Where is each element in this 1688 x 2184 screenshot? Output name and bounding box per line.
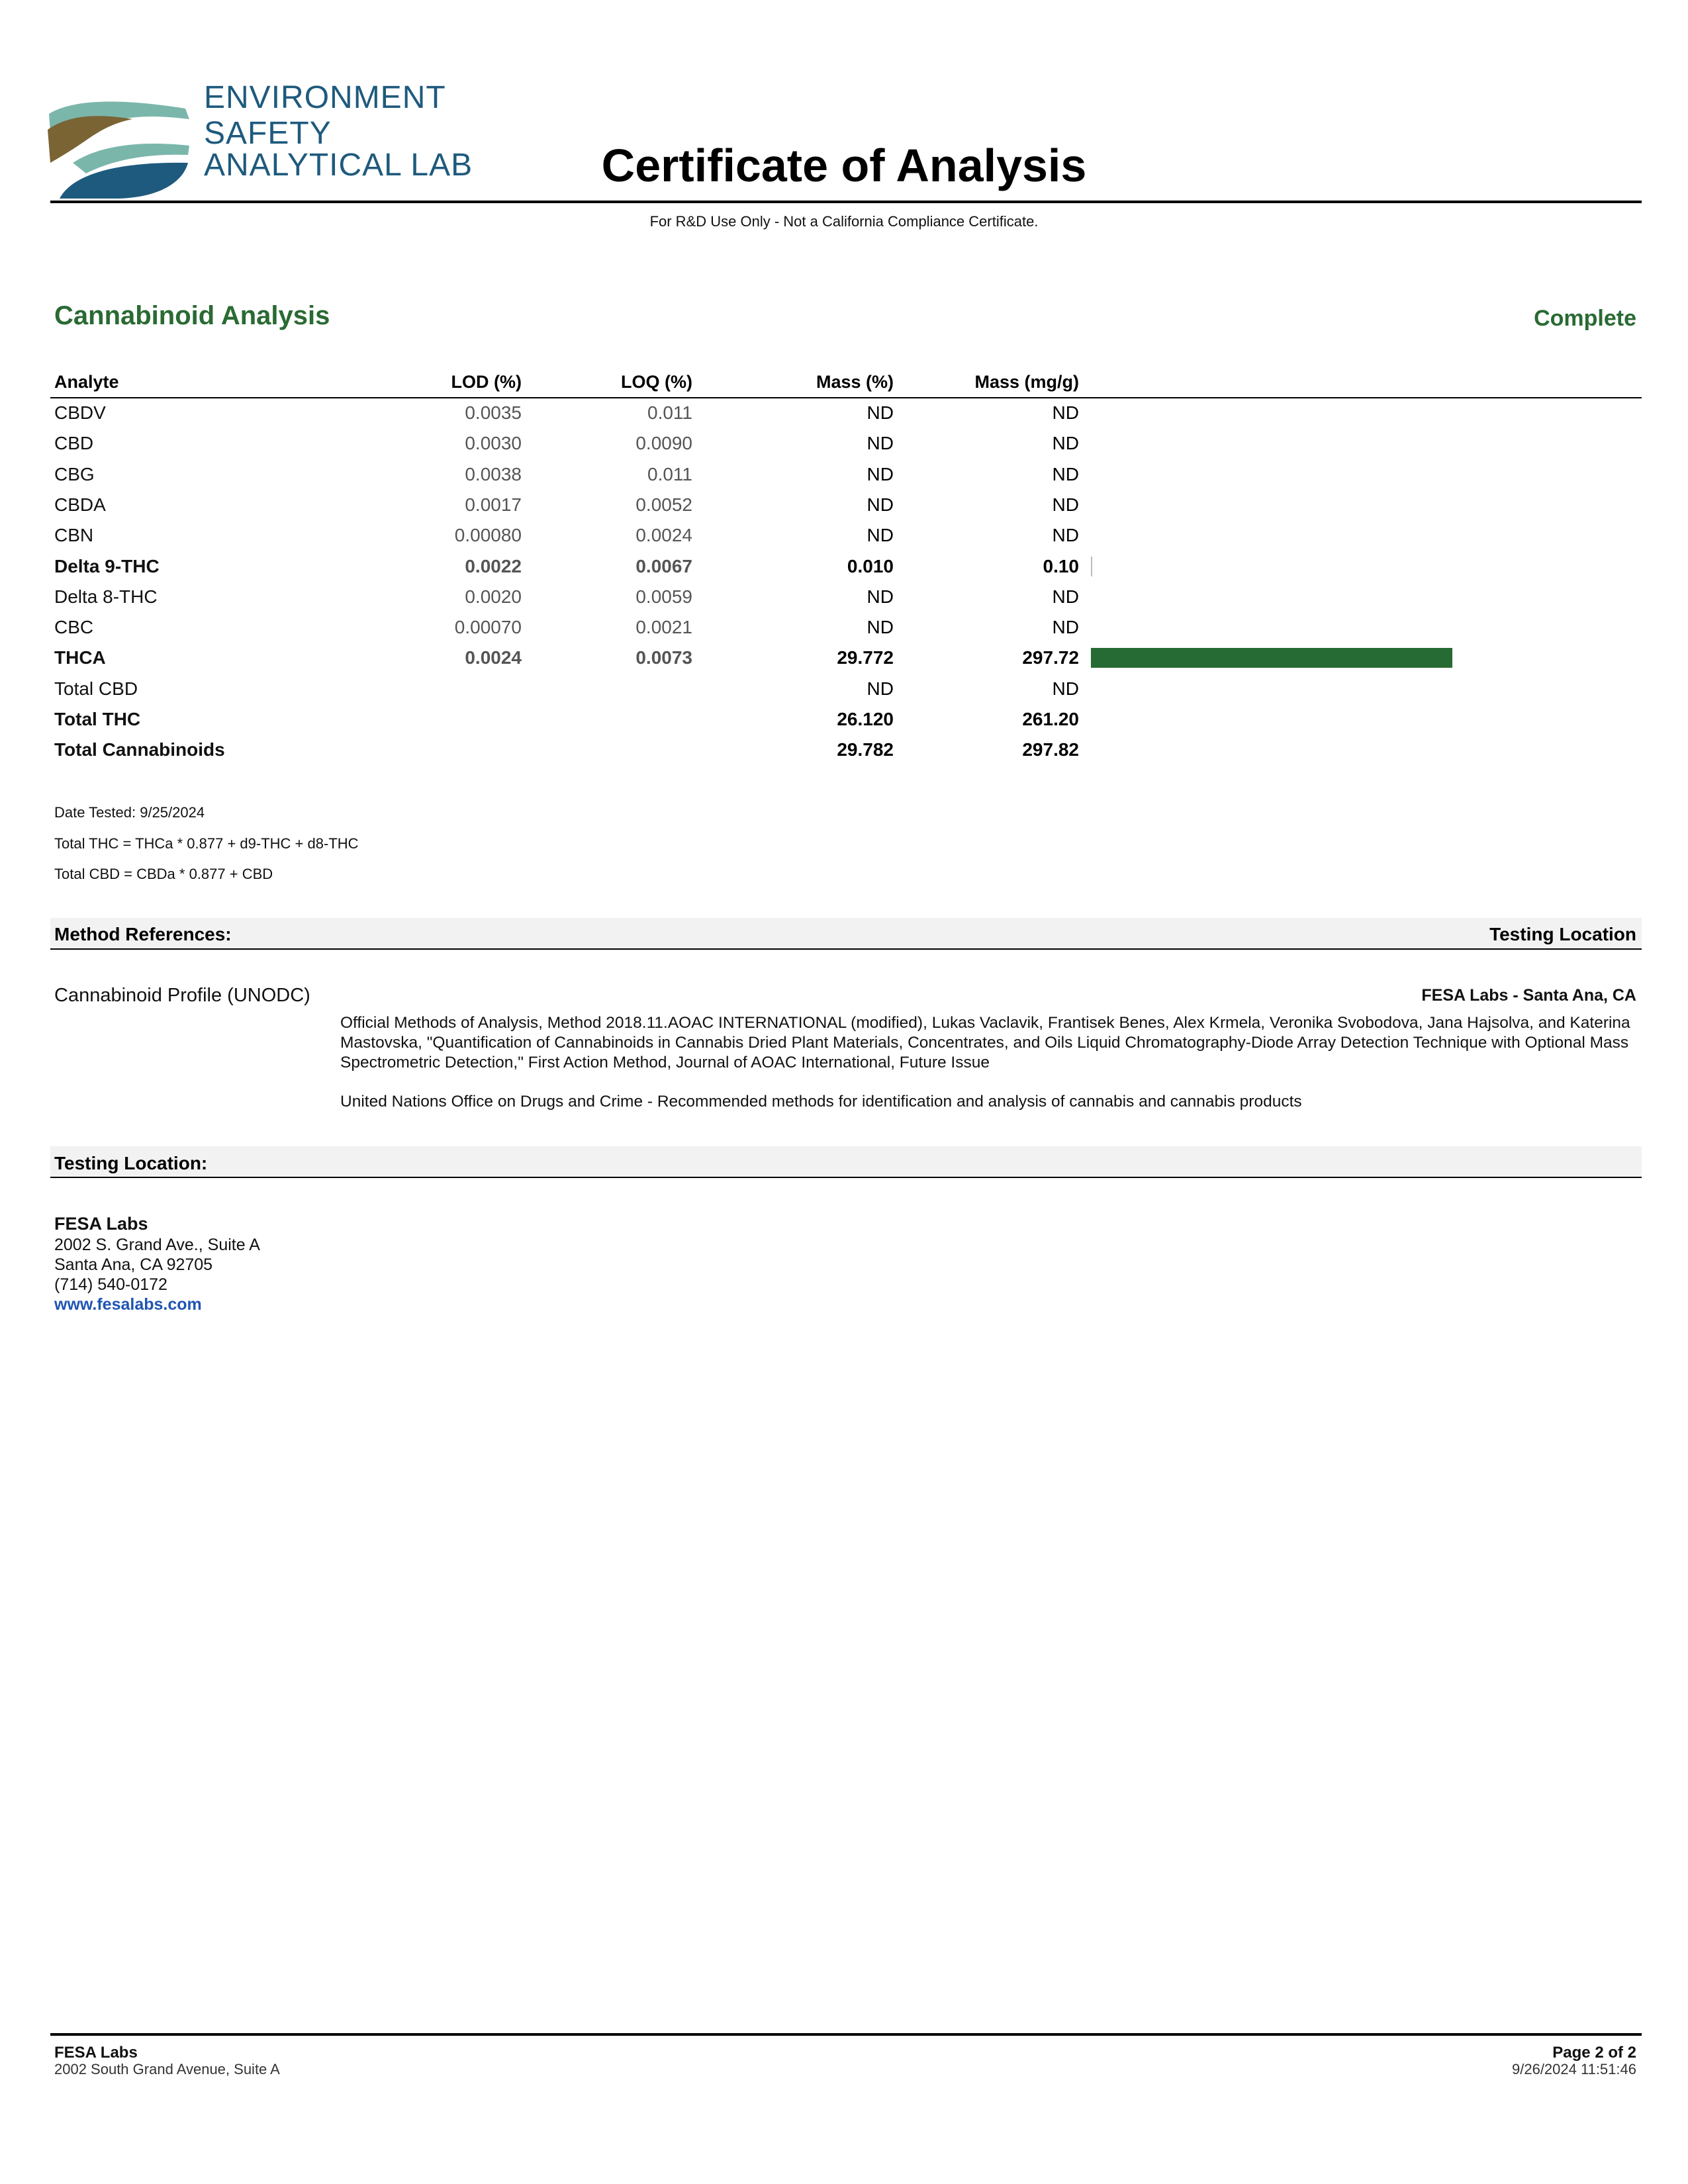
cell-analyte: CBN — [54, 525, 94, 546]
table-header-divider — [50, 397, 1642, 398]
cell-mass-mg: 0.10 — [1043, 555, 1079, 576]
cell-mass-pct: ND — [867, 494, 894, 515]
cell-loq: 0.0024 — [635, 525, 692, 546]
testing-location-heading: Testing Location — [1489, 924, 1636, 944]
document-subtitle: For R&D Use Only - Not a California Compliance Certificate. — [649, 213, 1039, 230]
method-references-band — [50, 918, 1642, 948]
footer-divider — [50, 2033, 1642, 2036]
total-cbd-formula-note: Total CBD = CBDa * 0.877 + CBD — [54, 866, 273, 882]
column-header-mass-pct: Mass (%) — [816, 372, 894, 392]
mass-bar — [1091, 557, 1092, 576]
cell-loq: 0.011 — [647, 463, 692, 484]
method-references-divider — [50, 948, 1642, 950]
method-reference-1: Official Methods of Analysis, Method 2018.11.AOAC INTERNATIONAL (modified), Lukas Vaclavik, Frantisek Benes, Alex Krmela, Veronika Svobodova, Jana Hajsolva, and Katerina Mastovska, "Quantification of Cannabinoids in Cannabis Dried Plant Materials, Concentrates, and Oils Liquid Chromatography-Diode Array Detection Technique with Optional Mass Spectrometric Detection," First Action Method, Journal of AOAC International, Future Issue — [340, 1014, 1630, 1071]
cell-mass-pct: 29.782 — [837, 739, 894, 760]
logo-text-line-2: SAFETY — [204, 116, 332, 151]
date-tested-note: Date Tested: 9/25/2024 — [54, 804, 205, 821]
cell-mass-mg: ND — [1052, 617, 1079, 638]
cell-mass-mg: ND — [1052, 494, 1079, 515]
cell-lod: 0.0022 — [465, 555, 522, 576]
cell-lod: 0.0024 — [465, 647, 522, 668]
cell-mass-pct: ND — [867, 525, 894, 546]
footer-timestamp: 9/26/2024 11:51:46 — [1512, 2061, 1636, 2077]
cell-lod: 0.00070 — [454, 617, 522, 638]
footer-lab-name: FESA Labs — [54, 2044, 138, 2062]
cell-mass-mg: 297.82 — [1022, 739, 1079, 760]
cell-loq: 0.0067 — [635, 555, 692, 576]
cell-mass-pct: ND — [867, 433, 894, 454]
cell-mass-mg: ND — [1052, 525, 1079, 546]
column-header-analyte: Analyte — [54, 372, 119, 392]
cell-loq: 0.0059 — [635, 586, 692, 607]
cell-loq: 0.0073 — [635, 647, 692, 668]
cell-loq: 0.011 — [647, 402, 692, 423]
footer-address: 2002 South Grand Avenue, Suite A — [54, 2061, 280, 2077]
footer-page-number: Page 2 of 2 — [1552, 2044, 1636, 2062]
cell-lod: 0.0038 — [465, 463, 522, 484]
column-header-loq: LOQ (%) — [621, 372, 692, 392]
total-thc-formula-note: Total THC = THCa * 0.877 + d9-THC + d8-THC — [54, 835, 359, 852]
lab-city: Santa Ana, CA 92705 — [54, 1255, 213, 1274]
header-divider — [50, 201, 1642, 203]
cell-lod: 0.0020 — [465, 586, 522, 607]
method-name: Cannabinoid Profile (UNODC) — [54, 985, 310, 1006]
cell-mass-mg: ND — [1052, 586, 1079, 607]
column-header-lod: LOD (%) — [451, 372, 522, 392]
cell-analyte: CBC — [54, 617, 94, 638]
cell-analyte: Total CBD — [54, 678, 138, 699]
cell-loq: 0.0021 — [635, 617, 692, 638]
logo-text-line-3: ANALYTICAL LAB — [204, 148, 473, 183]
cell-mass-pct: ND — [867, 617, 894, 638]
cell-analyte: Total Cannabinoids — [54, 739, 225, 760]
column-header-mass-mg: Mass (mg/g) — [974, 372, 1079, 392]
cell-analyte: Total THC — [54, 709, 141, 729]
cell-lod: 0.0030 — [465, 433, 522, 454]
cell-mass-pct: ND — [867, 402, 894, 423]
cell-loq: 0.0052 — [635, 494, 692, 515]
method-reference-2: United Nations Office on Drugs and Crime - Recommended methods for identification and analysis of cannabis and cannabis products — [340, 1093, 1302, 1111]
cell-lod: 0.0017 — [465, 494, 522, 515]
cell-mass-pct: 0.010 — [847, 555, 894, 576]
cell-analyte: CBD — [54, 433, 94, 454]
cell-analyte: CBG — [54, 463, 95, 484]
mass-bar — [1091, 648, 1452, 668]
lab-phone: (714) 540-0172 — [54, 1275, 167, 1294]
testing-location-divider — [50, 1177, 1642, 1178]
testing-location-section-heading: Testing Location: — [54, 1153, 208, 1173]
testing-location-band — [50, 1146, 1642, 1177]
cell-loq: 0.0090 — [635, 433, 692, 454]
cell-lod: 0.00080 — [454, 525, 522, 546]
lab-name: FESA Labs — [54, 1214, 148, 1234]
logo-text-line-1: ENVIRONMENT — [204, 80, 446, 115]
cell-mass-mg: ND — [1052, 678, 1079, 699]
method-location: FESA Labs - Santa Ana, CA — [1421, 986, 1636, 1005]
cell-mass-pct: 26.120 — [837, 709, 894, 729]
status-badge: Complete — [1534, 306, 1636, 331]
lab-street: 2002 S. Grand Ave., Suite A — [54, 1236, 260, 1254]
cell-mass-mg: ND — [1052, 402, 1079, 423]
cell-mass-mg: 261.20 — [1022, 709, 1079, 729]
cell-mass-mg: 297.72 — [1022, 647, 1079, 668]
cell-analyte: Delta 9-THC — [54, 555, 160, 576]
cell-mass-pct: ND — [867, 586, 894, 607]
cell-analyte: Delta 8-THC — [54, 586, 158, 607]
lab-website-link[interactable]: www.fesalabs.com — [54, 1295, 202, 1314]
cell-mass-pct: 29.772 — [837, 647, 894, 668]
cell-mass-pct: ND — [867, 678, 894, 699]
cell-mass-pct: ND — [867, 463, 894, 484]
section-title: Cannabinoid Analysis — [54, 301, 330, 330]
method-references-heading: Method References: — [54, 924, 232, 944]
document-title: Certificate of Analysis — [601, 140, 1087, 191]
cell-lod: 0.0035 — [465, 402, 522, 423]
cell-analyte: CBDA — [54, 494, 106, 515]
cell-mass-mg: ND — [1052, 433, 1079, 454]
cell-mass-mg: ND — [1052, 463, 1079, 484]
cell-analyte: CBDV — [54, 402, 106, 423]
cell-analyte: THCA — [54, 647, 106, 668]
